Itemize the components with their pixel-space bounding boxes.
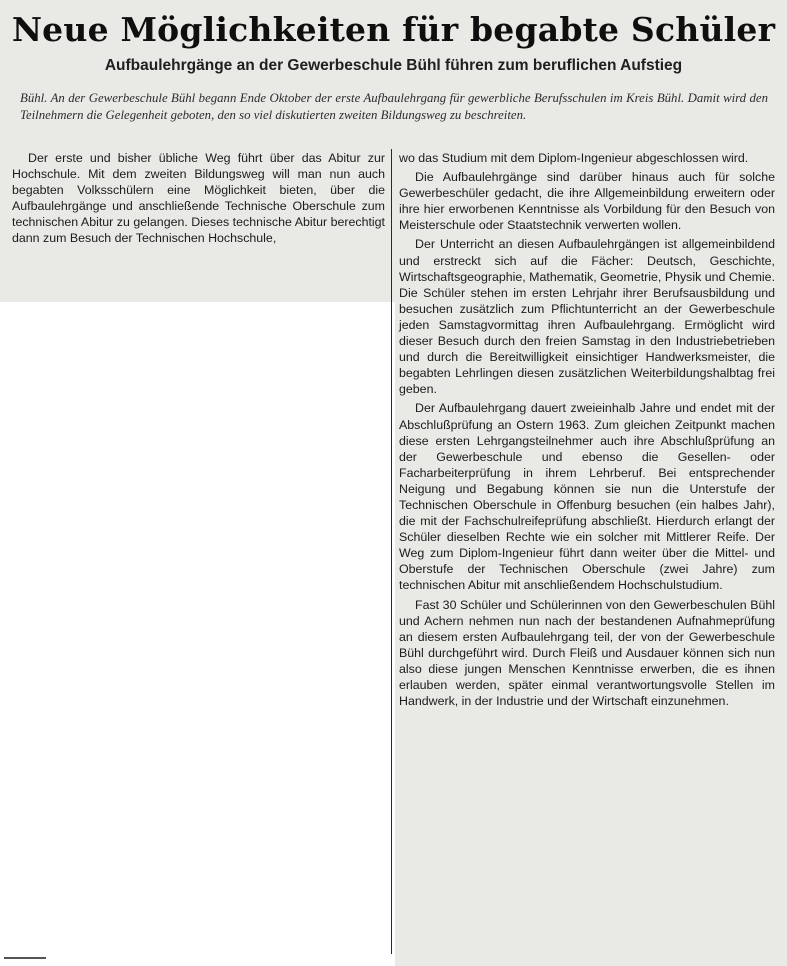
paragraph-continued: wo das Studium mit dem Diplom-Ingenieur abgeschlossen wird. [399, 151, 749, 165]
blank-area [0, 302, 395, 966]
scan-edge-mark [4, 957, 46, 959]
paragraph: Der Aufbaulehrgang dauert zweieinhalb Jahre und endet mit der Abschlußprüfung an Ostern 1963. Zum gleichen Zeitpunkt machen diese ersten Lehrgangsteilnehmer auch ihre Abschlußprüfung an der Gewerbeschule und ebenso die Gesellen- oder Facharbeiterprüfung in ihrem Lehrberuf. Bei entsprechender Neigung und Begabung können sie nun die Unterstufe der Technischen Oberschule in Offenburg besuchen (ein halbes Jahr), die mit der Fachschulreifeprüfung abschließt. Hierdurch erlangt der Schüler dieselben Rechte wie ein solcher mit Mittlerer Reife. Der Weg zum Diplom-Ingenieur führt dann weiter über die Mittel- und Oberstufe der Technischen Oberschule (zwei Jahre) zum technischen Abitur mit anschließendem Hochschulstudium. [399, 401, 775, 593]
paragraph: Der erste und bisher übliche Weg führt über das Abitur zur Hochschule. Mit dem zweiten Bildungsweg will man nun auch begabten Volksschülern eine Möglichkeit bieten, über die Aufbaulehrgänge und anschließende Technische Oberschule zum technischen Abitur zu gelangen. Dieses technische Abitur berechtigt dann zum Besuch der Technischen Hochschule, [12, 151, 385, 246]
headline: Neue Möglichkeiten für begabte Schüler [11, 10, 776, 49]
paragraph: Die Aufbaulehrgänge sind darüber hinaus auch für solche Gewerbeschüler gedacht, die ihre Allgemeinbildung erweitern oder ihre hier erworbenen Kenntnisse als Vorbildung für den Besuch von Meisterschule oder Staatstechnik verwerten wollen. [399, 170, 775, 233]
left-column [12, 150, 385, 247]
column-divider [391, 149, 392, 954]
paragraph: Fast 30 Schüler und Schülerinnen von den Gewerbeschulen Bühl und Achern nehmen nun nach der bestandenen Aufnahmeprüfung an diesem ersten Aufbaulehrgang teil, der von der Gewerbeschule Bühl durchgeführt wird. Durch Fleiß und Ausdauer können sich nun also diese jungen Menschen Kenntnisse erwerben, die es ihnen erlauben werden, später einmal verantwortungsvolle Stellen im Handwerk, in der Industrie und der Wirtschaft einzunehmen. [399, 597, 775, 709]
lead-paragraph: Bühl. An der Gewerbeschule Bühl begann Ende Oktober der erste Aufbaulehrgang für gewerbliche Berufsschulen im Kreis Bühl. Damit wird den Teilnehmern die Gelegenheit geboten, den so viel diskutierten zweiten Bildungsweg zu beschreiten. [20, 91, 768, 122]
right-column [399, 150, 775, 709]
subheadline: Aufbaulehrgänge an der Gewerbeschule Bühl führen zum beruflichen Aufstieg [104, 57, 683, 74]
paragraph: Der Unterricht an diesen Aufbaulehrgängen ist allgemeinbildend und erstreckt sich auf die Fächer: Deutsch, Geschichte, Wirtschaftsgeographie, Mathematik, Geometrie, Physik und Chemie. Die Schüler stehen im ersten Lehrjahr ihrer Berufsausbildung und besuchen zusätzlich zum Pflichtunterricht an der Gewerbeschule jeden Samstagvormittag ihren Aufbaulehrgang. Ermöglicht wird dieser Besuch durch den freien Samstag in den Industriebetrieben und durch die Bereitwilligkeit einsichtiger Handwerksmeister, die begabten Lehrlingen diesen zusätzlichen Weiterbildungshalbtag frei geben. [399, 237, 776, 397]
